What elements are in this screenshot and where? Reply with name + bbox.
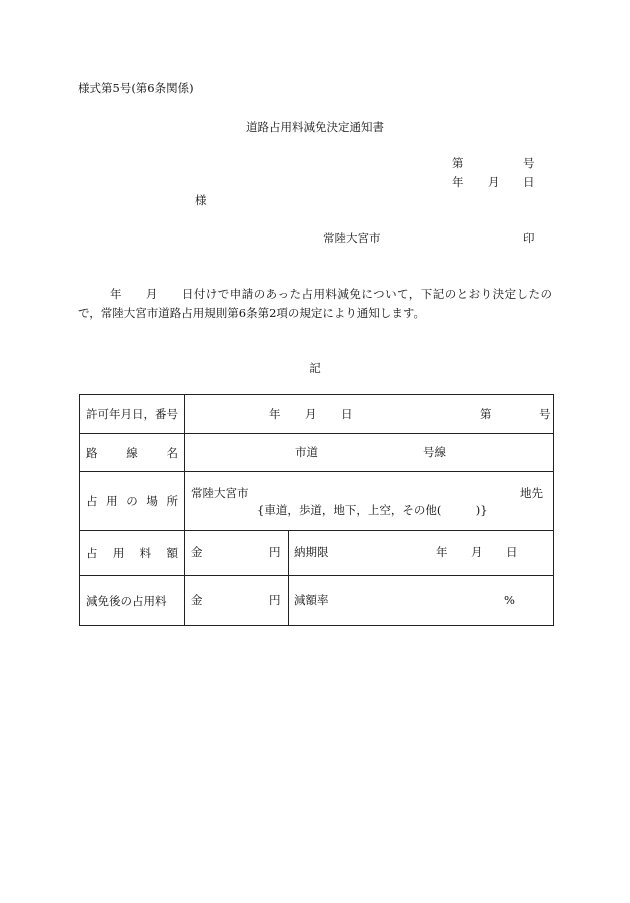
- fee-deadline-day: 日: [506, 545, 518, 559]
- permit-label: 許可年月日，番号: [86, 407, 178, 421]
- fee-label-char: 額: [166, 546, 178, 560]
- reduced-fee-amount-cell: [185, 576, 289, 626]
- detail-table: [79, 394, 554, 626]
- route-label: [86, 445, 184, 461]
- location-value-cell: [185, 472, 554, 531]
- fee-deadline-label: 納期限: [294, 545, 329, 559]
- reduced-fee-en: 円: [269, 593, 281, 607]
- fee-deadline-year: 年: [436, 545, 448, 559]
- location-label-char: の: [126, 494, 138, 508]
- seal-mark: 印: [523, 231, 535, 245]
- location-chisaki: 地先: [520, 486, 543, 500]
- location-options: {車道，歩道，地下，上空，その他( )}: [257, 503, 488, 517]
- table-row-route: [80, 434, 554, 472]
- permit-number-suffix: 号: [539, 407, 551, 421]
- location-city: 常陸大宮市: [191, 486, 249, 500]
- table-row-fee: [80, 531, 554, 576]
- permit-year: 年: [269, 407, 281, 421]
- body-paragraph: 年 月 日付けで申請のあった占用料減免について，下記のとおり決定したので，常陸大宮市道路占用規則第6条第2項の規定により通知します。: [78, 287, 552, 320]
- location-label-char: 占: [86, 494, 98, 508]
- location-label-char: 用: [106, 494, 118, 508]
- route-value-cell: [185, 434, 554, 472]
- route-label-char: 路: [86, 445, 98, 460]
- route-label-cell: [80, 434, 185, 472]
- issue-date-month: 月: [488, 175, 500, 189]
- route-gosen: 号線: [423, 445, 446, 459]
- issuer-name: 常陸大宮市: [323, 231, 381, 245]
- fee-deadline-cell: [289, 531, 554, 576]
- permit-label-cell: [80, 395, 185, 434]
- addressee-honorific: 様: [195, 193, 207, 207]
- fee-kin: 金: [191, 545, 203, 559]
- reduction-rate-label: 減額率: [294, 593, 329, 607]
- reference-number-prefix: 第: [452, 156, 464, 170]
- route-shido: 市道: [295, 445, 318, 459]
- table-row-location: [80, 472, 554, 531]
- fee-label: [86, 545, 184, 561]
- issue-date-day: 日: [523, 175, 535, 189]
- reduced-fee-kin: 金: [191, 593, 203, 607]
- location-label-char: 場: [146, 494, 158, 508]
- permit-value-cell: [185, 395, 554, 434]
- fee-amount-cell: [185, 531, 289, 576]
- fee-en: 円: [269, 545, 281, 559]
- document-title: 道路占用料減免決定通知書: [246, 120, 384, 134]
- permit-day: 日: [341, 407, 353, 421]
- reduction-rate-percent: %: [504, 593, 515, 607]
- reduced-fee-label: 減免後の占用料: [86, 593, 167, 608]
- table-row-permit: [80, 395, 554, 434]
- route-label-char: 名: [166, 445, 178, 460]
- fee-label-char: 用: [112, 546, 125, 560]
- location-label-cell: [80, 472, 185, 531]
- location-label-char: 所: [166, 494, 178, 508]
- permit-month: 月: [305, 407, 317, 421]
- fee-label-cell: [80, 531, 185, 576]
- fee-deadline-month: 月: [471, 545, 483, 559]
- reduction-rate-cell: [289, 576, 554, 626]
- notes-heading: 記: [309, 361, 321, 375]
- table-row-reduced-fee: [80, 576, 554, 626]
- permit-number-prefix: 第: [480, 407, 492, 421]
- fee-label-char: 占: [86, 546, 98, 560]
- form-number: 様式第5号(第6条関係): [78, 81, 194, 95]
- route-label-char: 線: [126, 445, 138, 460]
- location-label: [86, 493, 184, 509]
- fee-label-char: 料: [139, 546, 152, 560]
- issue-date-year: 年: [452, 175, 464, 189]
- reference-number-suffix: 号: [523, 156, 535, 170]
- reduced-fee-label-cell: [80, 576, 185, 626]
